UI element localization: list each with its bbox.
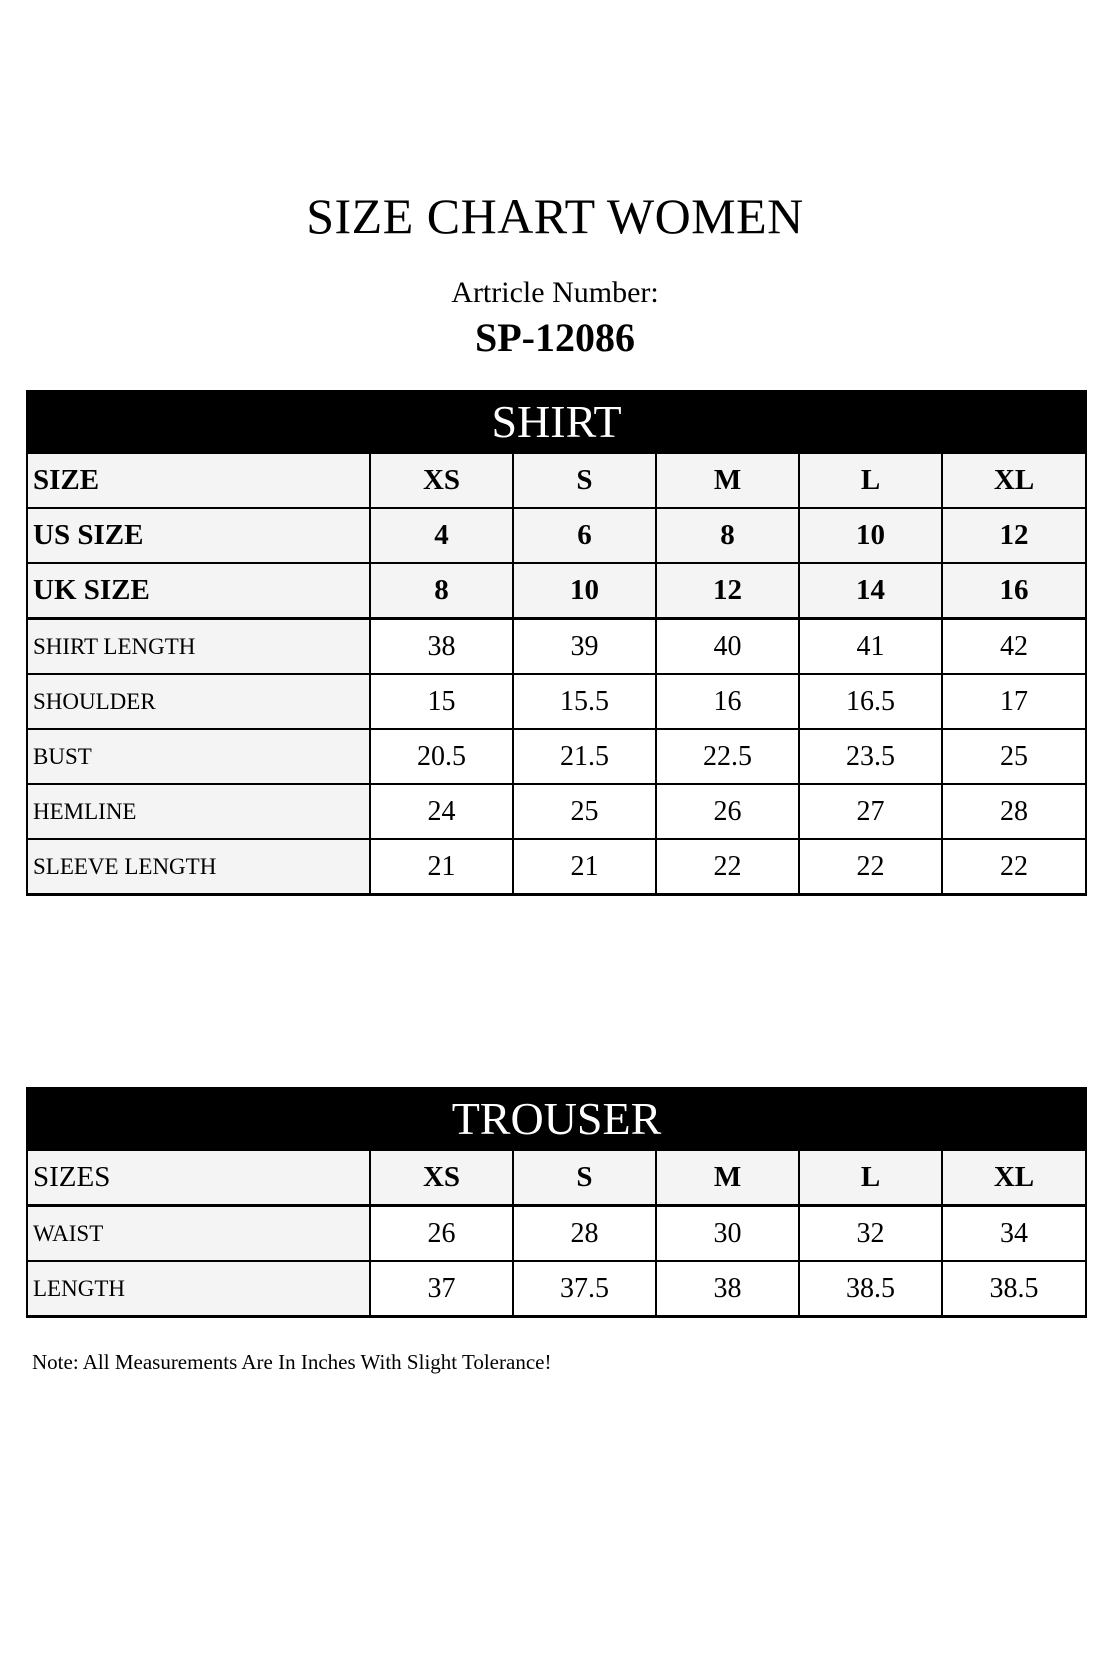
table-cell: 32 (799, 1206, 942, 1262)
size-xs-header: XS (370, 1150, 513, 1206)
table-cell: 26 (370, 1206, 513, 1262)
measurement-note: Note: All Measurements Are In Inches With Slight Tolerance! (32, 1350, 552, 1374)
table-row (27, 839, 1086, 895)
size-l-header: L (799, 453, 942, 508)
size-xl-header: XL (942, 453, 1086, 508)
table-cell: 10 (513, 563, 656, 619)
table-cell: 8 (656, 508, 799, 563)
size-xs-header: XS (370, 453, 513, 508)
table-cell: 6 (513, 508, 656, 563)
table-cell: 16.5 (799, 674, 942, 729)
table-cell: 22 (656, 839, 799, 895)
table-cell: 14 (799, 563, 942, 619)
table-cell: 8 (370, 563, 513, 619)
table-cell: 38.5 (942, 1261, 1086, 1317)
row-label: SIZES (27, 1150, 370, 1206)
table-row (27, 1261, 1086, 1317)
shirt-size-table (26, 390, 1087, 896)
table-cell: 20.5 (370, 729, 513, 784)
table-row (27, 784, 1086, 839)
table-cell: 12 (942, 508, 1086, 563)
table-cell: 10 (799, 508, 942, 563)
size-m-header: M (656, 1150, 799, 1206)
row-label: US SIZE (27, 508, 370, 563)
table-row (27, 674, 1086, 729)
table-cell: 17 (942, 674, 1086, 729)
table-cell: 41 (799, 619, 942, 675)
table-cell: 25 (513, 784, 656, 839)
article-number: SP-12086 (475, 315, 635, 360)
table-row (27, 729, 1086, 784)
row-label: UK SIZE (27, 563, 370, 619)
table-cell: 22.5 (656, 729, 799, 784)
row-label: SHIRT LENGTH (27, 619, 370, 675)
table-cell: 37 (370, 1261, 513, 1317)
table-cell: 15.5 (513, 674, 656, 729)
table-cell: 21 (513, 839, 656, 895)
size-l-header: L (799, 1150, 942, 1206)
table-cell: 40 (656, 619, 799, 675)
table-row (27, 619, 1086, 675)
row-label: WAIST (27, 1206, 370, 1262)
size-xl-header: XL (942, 1150, 1086, 1206)
table-cell: 16 (942, 563, 1086, 619)
table-cell: 22 (799, 839, 942, 895)
table-cell: 38 (656, 1261, 799, 1317)
shirt-table-heading: SHIRT (27, 391, 1086, 453)
article-number-label: Artricle Number: (451, 276, 659, 309)
table-row (27, 508, 1086, 563)
table-row (27, 1150, 1086, 1206)
row-label: LENGTH (27, 1261, 370, 1317)
table-cell: 27 (799, 784, 942, 839)
table-cell: 42 (942, 619, 1086, 675)
size-m-header: M (656, 453, 799, 508)
table-cell: 23.5 (799, 729, 942, 784)
table-cell: 30 (656, 1206, 799, 1262)
table-cell: 24 (370, 784, 513, 839)
table-row (27, 453, 1086, 508)
table-row (27, 563, 1086, 619)
row-label: HEMLINE (27, 784, 370, 839)
row-label: SIZE (27, 453, 370, 508)
table-cell: 4 (370, 508, 513, 563)
page-title: SIZE CHART WOMEN (306, 188, 804, 244)
table-cell: 22 (942, 839, 1086, 895)
row-label: SLEEVE LENGTH (27, 839, 370, 895)
row-label: BUST (27, 729, 370, 784)
table-cell: 21.5 (513, 729, 656, 784)
row-label: SHOULDER (27, 674, 370, 729)
table-cell: 38.5 (799, 1261, 942, 1317)
table-cell: 34 (942, 1206, 1086, 1262)
table-cell: 21 (370, 839, 513, 895)
trouser-table-heading: TROUSER (27, 1088, 1086, 1150)
table-cell: 26 (656, 784, 799, 839)
table-cell: 37.5 (513, 1261, 656, 1317)
table-row (27, 1206, 1086, 1262)
table-cell: 25 (942, 729, 1086, 784)
table-cell: 28 (942, 784, 1086, 839)
table-cell: 28 (513, 1206, 656, 1262)
trouser-size-table (26, 1087, 1087, 1318)
size-s-header: S (513, 1150, 656, 1206)
table-cell: 38 (370, 619, 513, 675)
table-cell: 15 (370, 674, 513, 729)
size-s-header: S (513, 453, 656, 508)
table-cell: 39 (513, 619, 656, 675)
table-cell: 16 (656, 674, 799, 729)
table-cell: 12 (656, 563, 799, 619)
